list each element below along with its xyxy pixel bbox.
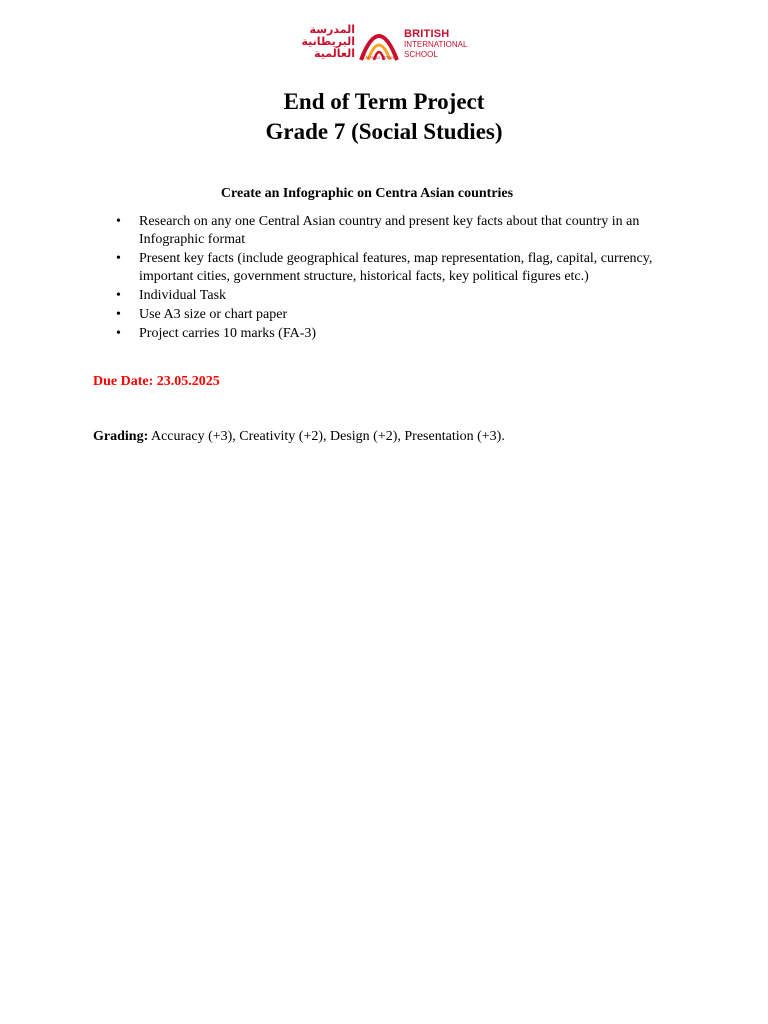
list-item-text: Project carries 10 marks (FA-3) (139, 326, 317, 341)
list-item-text: Present key facts (include geographical features, map representation, flag, capital, currency, important cities, government structure, historical facts, key political figures etc.) (139, 251, 653, 284)
grading-label: Grading: (93, 429, 149, 444)
list-item (112, 325, 682, 343)
bullet-icon: • (116, 214, 121, 229)
list-item-text: Research on any one Central Asian country and present key facts about that country in an Infographic format (139, 214, 640, 247)
logo-arabic-text: المدرسة البريطانية العالمية (301, 23, 355, 60)
due-date: Due Date: 23.05.2025 (93, 374, 220, 389)
grading-line (93, 428, 505, 446)
bullet-icon: • (116, 326, 121, 341)
list-item-text: Use A3 size or chart paper (139, 307, 288, 322)
bullet-icon: • (116, 288, 121, 303)
grading-text: Accuracy (+3), Creativity (+2), Design (+2), Presentation (+3). (148, 429, 505, 444)
list-item (112, 306, 682, 324)
bullet-icon: • (116, 307, 121, 322)
list-item (112, 250, 682, 286)
list-item-text: Individual Task (139, 288, 227, 303)
page-subtitle-grade: Grade 7 (Social Studies) (265, 119, 503, 144)
page-title: End of Term Project (283, 89, 485, 114)
logo-line-international: INTERNATIONAL (404, 40, 468, 49)
logo-line-school: SCHOOL (404, 50, 438, 59)
list-item (112, 287, 682, 305)
bullet-icon: • (116, 251, 121, 266)
project-heading: Create an Infographic on Centra Asian countries (220, 186, 514, 201)
task-list (112, 213, 682, 344)
list-item (112, 213, 682, 249)
school-logo (293, 20, 471, 66)
logo-english-text (404, 28, 467, 60)
logo-tagline: Dare to Dream (363, 56, 397, 61)
logo-line-british: BRITISH (404, 28, 450, 40)
